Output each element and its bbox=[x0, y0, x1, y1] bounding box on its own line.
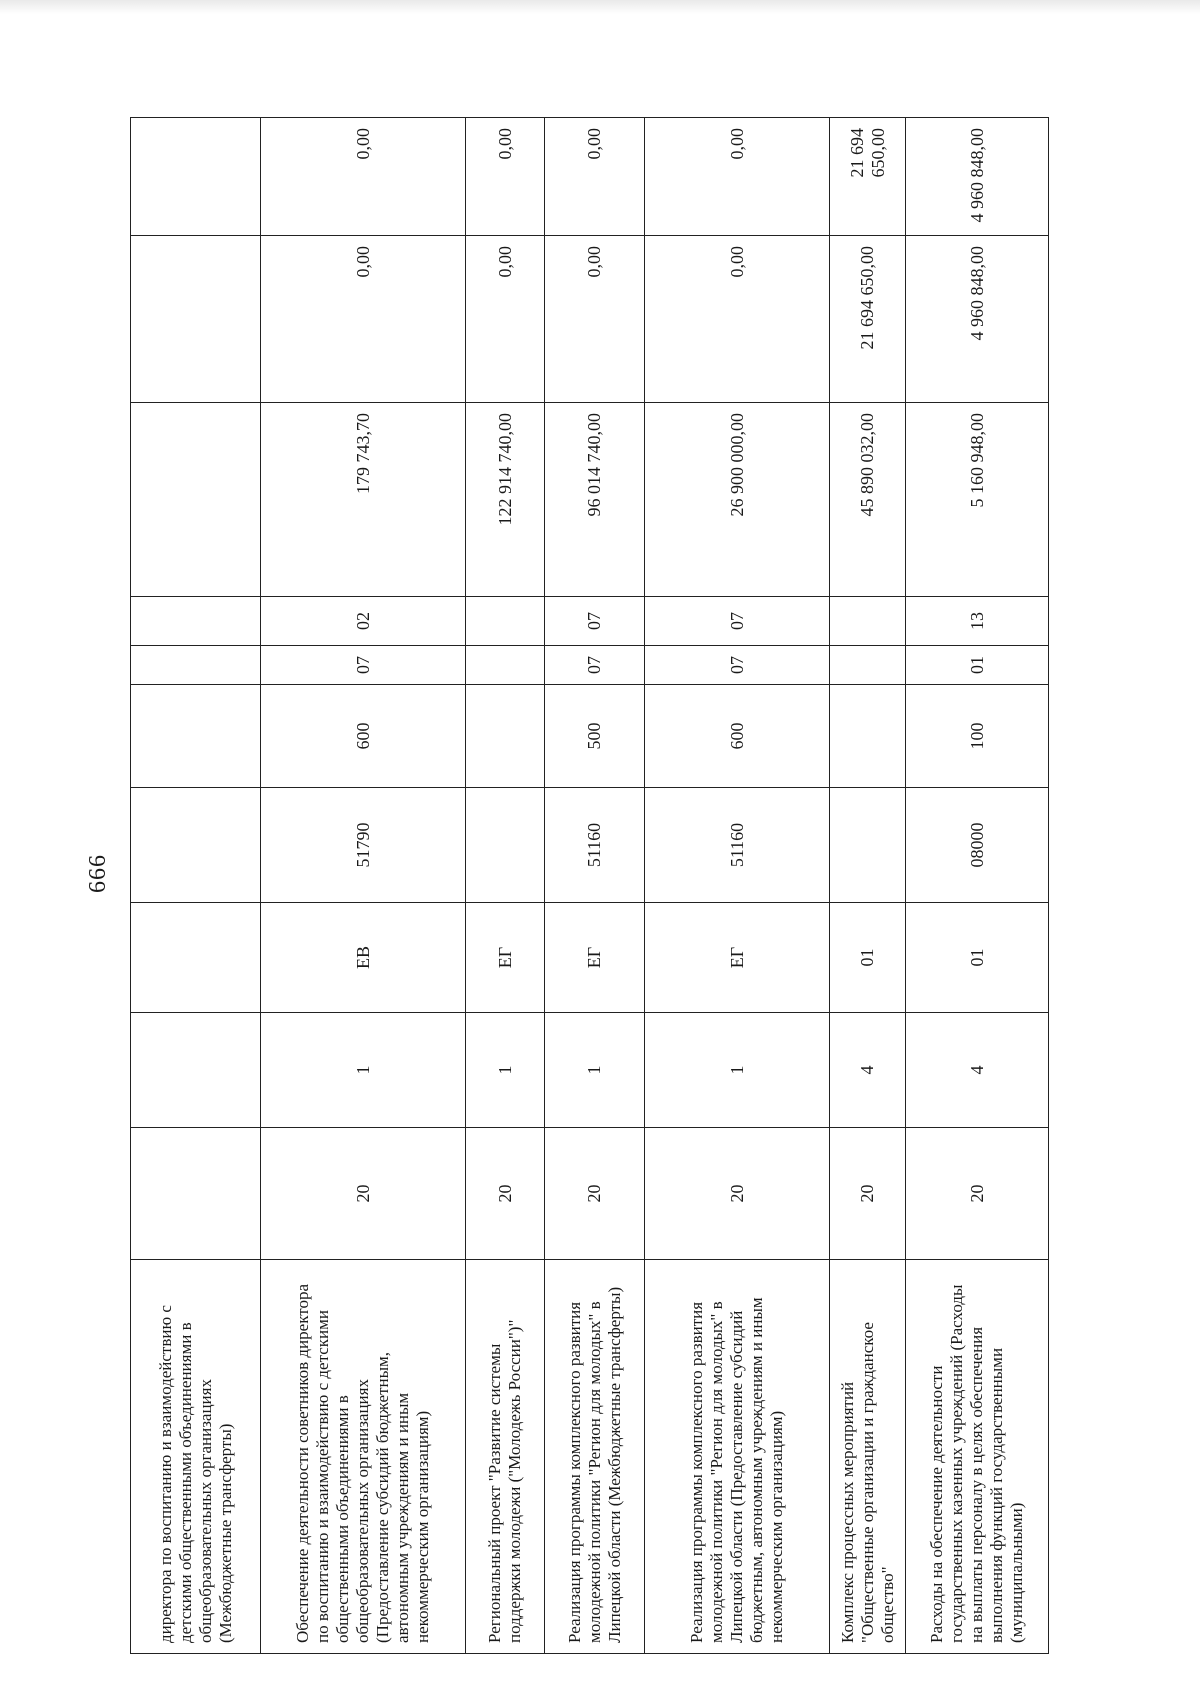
section-code bbox=[830, 646, 906, 685]
subsection-code: 13 bbox=[906, 597, 1049, 646]
row-name: Расходы на обеспечение деятельности государственных казенных учреждений (Расходы на выплаты персоналу в целях обеспечения выполнения функций государственными (муниципальными) bbox=[906, 1260, 1049, 1654]
subsection-code: 02 bbox=[261, 597, 466, 646]
expense-code: 51160 bbox=[645, 788, 830, 903]
scan-edge bbox=[0, 0, 1200, 14]
amount-year-3: 21 694 650,00 bbox=[830, 118, 906, 236]
amount-year-2: 0,00 bbox=[261, 236, 466, 403]
expense-type: 600 bbox=[261, 685, 466, 788]
amount-year-2: 0,00 bbox=[545, 236, 645, 403]
expense-code: 51790 bbox=[261, 788, 466, 903]
amount-year-2: 0,00 bbox=[645, 236, 830, 403]
table-row bbox=[830, 118, 906, 1654]
table-row bbox=[645, 118, 830, 1654]
section-code: 07 bbox=[545, 646, 645, 685]
table-row bbox=[545, 118, 645, 1654]
subsection-code bbox=[466, 597, 545, 646]
table-row bbox=[261, 118, 466, 1654]
section-code: 07 bbox=[645, 646, 830, 685]
amount-year-2: 4 960 848,00 bbox=[906, 236, 1049, 403]
amount-year-3: 0,00 bbox=[466, 118, 545, 236]
expense-type: 500 bbox=[545, 685, 645, 788]
amount-year-3: 4 960 848,00 bbox=[906, 118, 1049, 236]
amount-year-3 bbox=[131, 118, 261, 236]
expense-type bbox=[131, 685, 261, 788]
subsection-code bbox=[131, 597, 261, 646]
program-code: 20 bbox=[645, 1128, 830, 1260]
table-row bbox=[906, 118, 1049, 1654]
row-name: Реализация программы комплексного развития молодежной политики "Регион для молодых" в Липецкой области (Межбюджетные трансферты) bbox=[545, 1260, 645, 1654]
direction-code: ЕВ bbox=[261, 903, 466, 1013]
program-code bbox=[131, 1128, 261, 1260]
amount-year-3: 0,00 bbox=[261, 118, 466, 236]
amount-year-1 bbox=[131, 403, 261, 597]
row-name: Обеспечение деятельности советников директора по воспитанию и взаимодействию с детскими общественными объединениями в общеобразовательных организациях (Предоставление субсидий бюджетным, автономным учреждениям и иным некоммерческим организациям) bbox=[261, 1260, 466, 1654]
subprogram-code: 4 bbox=[906, 1013, 1049, 1128]
section-code: 01 bbox=[906, 646, 1049, 685]
table-row bbox=[466, 118, 545, 1654]
expense-code: 51160 bbox=[545, 788, 645, 903]
program-code: 20 bbox=[466, 1128, 545, 1260]
subprogram-code: 1 bbox=[261, 1013, 466, 1128]
subsection-code: 07 bbox=[645, 597, 830, 646]
expense-code bbox=[131, 788, 261, 903]
amount-year-3: 0,00 bbox=[545, 118, 645, 236]
section-code bbox=[131, 646, 261, 685]
direction-code: ЕГ bbox=[466, 903, 545, 1013]
subprogram-code: 4 bbox=[830, 1013, 906, 1128]
subprogram-code bbox=[131, 1013, 261, 1128]
amount-year-2: 21 694 650,00 bbox=[830, 236, 906, 403]
subprogram-code: 1 bbox=[645, 1013, 830, 1128]
subsection-code: 07 bbox=[545, 597, 645, 646]
subsection-code bbox=[830, 597, 906, 646]
rotated-page-content bbox=[85, 77, 1085, 1670]
program-code: 20 bbox=[545, 1128, 645, 1260]
direction-code: 01 bbox=[906, 903, 1049, 1013]
amount-year-1: 26 900 000,00 bbox=[645, 403, 830, 597]
table-row bbox=[131, 118, 261, 1654]
amount-year-3: 0,00 bbox=[645, 118, 830, 236]
program-code: 20 bbox=[906, 1128, 1049, 1260]
expense-type: 600 bbox=[645, 685, 830, 788]
row-name: директора по воспитанию и взаимодействию с детскими общественными объединениями в общеобразовательных организациях (Межбюджетные трансферты) bbox=[131, 1260, 261, 1654]
program-code: 20 bbox=[261, 1128, 466, 1260]
direction-code: 01 bbox=[830, 903, 906, 1013]
direction-code bbox=[131, 903, 261, 1013]
amount-year-1: 96 014 740,00 bbox=[545, 403, 645, 597]
budget-table bbox=[130, 117, 1049, 1654]
section-code bbox=[466, 646, 545, 685]
subprogram-code: 1 bbox=[466, 1013, 545, 1128]
program-code: 20 bbox=[830, 1128, 906, 1260]
amount-year-1: 179 743,70 bbox=[261, 403, 466, 597]
expense-code bbox=[830, 788, 906, 903]
expense-type: 100 bbox=[906, 685, 1049, 788]
amount-year-2 bbox=[131, 236, 261, 403]
section-code: 07 bbox=[261, 646, 466, 685]
expense-code: 08000 bbox=[906, 788, 1049, 903]
page-number: 666 bbox=[85, 854, 111, 893]
amount-year-1: 122 914 740,00 bbox=[466, 403, 545, 597]
direction-code: ЕГ bbox=[645, 903, 830, 1013]
row-name: Комплекс процессных мероприятий "Общественные организации и гражданское общество" bbox=[830, 1260, 906, 1654]
row-name: Региональный проект "Развитие системы поддержки молодежи ("Молодежь России")" bbox=[466, 1260, 545, 1654]
amount-year-2: 0,00 bbox=[466, 236, 545, 403]
expense-type bbox=[830, 685, 906, 788]
amount-year-1: 45 890 032,00 bbox=[830, 403, 906, 597]
row-name: Реализация программы комплексного развития молодежной политики "Регион для молодых" в Липецкой области (Предоставление субсидий бюджетным, автономным учреждениям и иным некоммерческим организациям) bbox=[645, 1260, 830, 1654]
amount-year-1: 5 160 948,00 bbox=[906, 403, 1049, 597]
direction-code: ЕГ bbox=[545, 903, 645, 1013]
expense-code bbox=[466, 788, 545, 903]
expense-type bbox=[466, 685, 545, 788]
subprogram-code: 1 bbox=[545, 1013, 645, 1128]
